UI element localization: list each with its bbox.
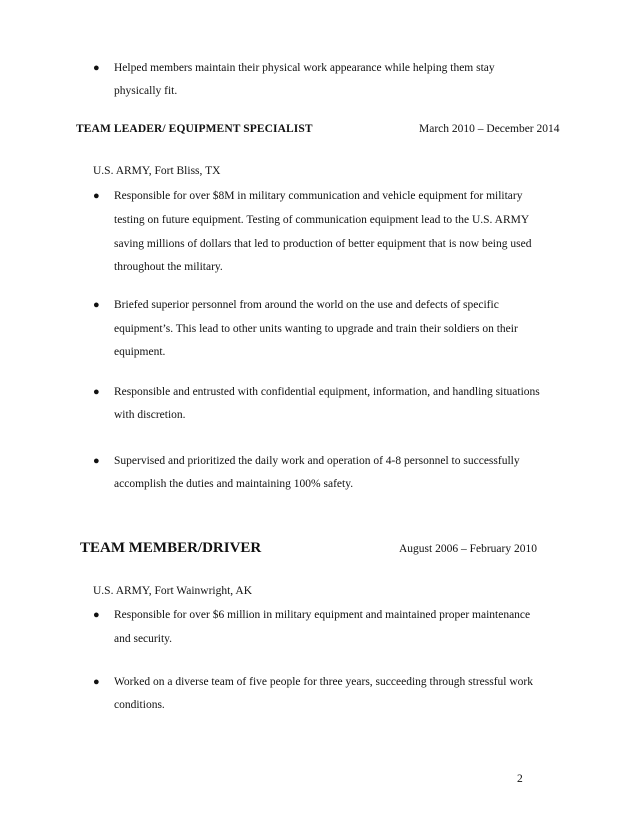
bullet-text-line: conditions.	[114, 699, 165, 711]
job-title: TEAM MEMBER/DRIVER	[80, 540, 262, 556]
bullet-text-line: Responsible for over $6 million in military equipment and maintained proper maintenance	[114, 609, 531, 621]
bullet-dot: ●	[93, 676, 100, 688]
bullet-text-line: Briefed superior personnel from around the world on the use and defects of specific	[114, 299, 499, 311]
bullet-text-line: equipment’s. This lead to other units wanting to upgrade and train their soldiers on their	[114, 323, 518, 335]
bullet-text-line: Responsible and entrusted with confidential equipment, information, and handling situations	[114, 386, 540, 398]
bullet-dot: ●	[93, 386, 100, 398]
bullet-text-line: and security.	[114, 633, 173, 645]
bullet-text-line: saving millions of dollars that led to production of better equipment that is now being used	[114, 238, 532, 250]
bullet-text-line: accomplish the duties and maintaining 100% safety.	[114, 478, 354, 490]
bullet-text-line: equipment.	[114, 346, 166, 358]
bullet-text-line: physically fit.	[114, 85, 178, 97]
job-dates: March 2010 – December 2014	[419, 123, 560, 135]
job-location: U.S. ARMY, Fort Bliss, TX	[93, 165, 221, 177]
bullet-text-line: Worked on a diverse team of five people for three years, succeeding through stressful work	[114, 676, 533, 688]
bullet-dot: ●	[93, 455, 100, 467]
page-number: 2	[517, 773, 523, 785]
job-dates: August 2006 – February 2010	[399, 543, 537, 555]
bullet-text-line: throughout the military.	[114, 261, 223, 273]
bullet-text-line: Helped members maintain their physical work appearance while helping them stay	[114, 62, 495, 74]
bullet-dot: ●	[93, 62, 100, 74]
bullet-dot: ●	[93, 609, 100, 621]
bullet-dot: ●	[93, 299, 100, 311]
bullet-text-line: with discretion.	[114, 409, 186, 421]
job-location: U.S. ARMY, Fort Wainwright, AK	[93, 585, 253, 597]
bullet-dot: ●	[93, 190, 100, 202]
bullet-text-line: Supervised and prioritized the daily work and operation of 4-8 personnel to successfully	[114, 455, 520, 467]
job-title: TEAM LEADER/ EQUIPMENT SPECIALIST	[76, 123, 313, 135]
bullet-text-line: Responsible for over $8M in military communication and vehicle equipment for military	[114, 190, 523, 202]
bullet-text-line: testing on future equipment. Testing of communication equipment lead to the U.S. ARMY	[114, 214, 530, 226]
